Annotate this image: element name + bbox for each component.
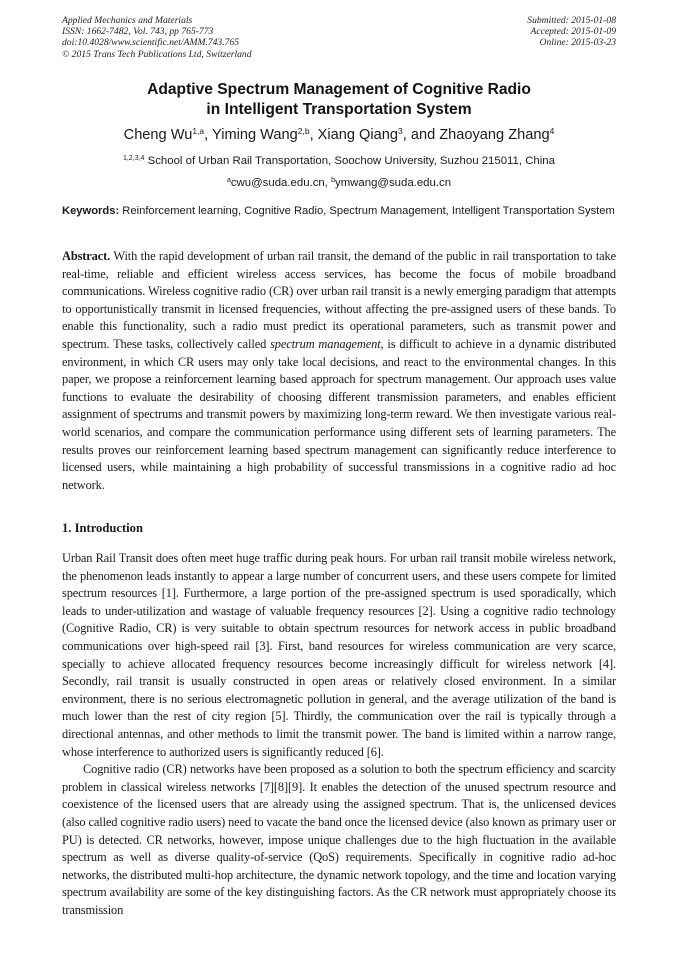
author-separator: , xyxy=(309,127,318,143)
affiliation xyxy=(0,154,678,168)
email-a-superscript: a xyxy=(226,177,231,184)
author-name: Xiang Qiang xyxy=(317,127,398,143)
journal-header xyxy=(62,15,252,60)
issn-line: ISSN: 1662-7482, Vol. 743, pp 765-773 xyxy=(62,26,214,38)
author-separator: , xyxy=(204,127,213,143)
author-superscript: 3 xyxy=(398,126,403,136)
online-date: Online: 2015-03-23 xyxy=(539,37,616,49)
title-line-2: in Intelligent Transportation System xyxy=(206,101,472,118)
author-name: Cheng Wu xyxy=(123,127,193,143)
affiliation-superscript: 1,2,3,4 xyxy=(123,155,145,162)
dates-header xyxy=(527,15,616,49)
intro-paragraph-2: Cognitive radio (CR) networks have been proposed as a solution to both the spectrum efficiency and scarcity problem in classical wireless networks [7][8][9]. It enables the detection of the unused spectrum resource and coexistence of the licensed users that are already using the assigned spectrum. That is, the unlicensed devices (also called cognitive radio users) need to vacate the band once the licensed device (also known as primary user or PU) is detected. CR networks, however, impose unique challenges due to the high fluctuation in the available spectrum as well as diverse quality-of-service (QoS) requirements. Specifically in cognitive radio ad-hoc networks, the distributed multi-hop architecture, the dynamic network topology, and the time and location varying spectrum availability are some of the key distinguishing factors. As the CR network must appropriately choose its transmission xyxy=(62,762,616,917)
email-b-superscript: b xyxy=(331,177,335,184)
paper-title xyxy=(0,80,678,120)
email-a[interactable]: cwu@suda.edu.cn xyxy=(230,177,325,189)
author-emails xyxy=(0,176,678,190)
author-superscript: 4 xyxy=(549,126,555,136)
submitted-date: Submitted: 2015-01-08 xyxy=(527,15,616,26)
abstract-label: Abstract. xyxy=(62,249,111,263)
section-heading-introduction: 1. Introduction xyxy=(62,521,143,535)
keywords-label: Keywords: xyxy=(62,205,120,217)
affiliation-text: School of Urban Rail Transportation, Soochow University, Suzhou 215011, China xyxy=(144,155,555,167)
author-name: Zhaoyang Zhang xyxy=(439,127,550,143)
copyright-line: © 2015 Trans Tech Publications Ltd, Switzerland xyxy=(62,48,252,60)
abstract-text-2: , is difficult to achieve in a dynamic distributed environment, in which CR users may only take local decisions, and react to the environmental changes. In this paper, we propose a reinforcement learning based approach for spectrum management. Our approach uses value functions to evaluate the desirability of choosing different transmission parameters, and enables efficient assignment of spectrums and transmit powers by maximizing long-term reward. We then investigate various real-world scenarios, and compare the communication performance using different sets of learning parameters. The results proves our reinforcement learning based spectrum management can significantly reduce interference to licensed users, while maintaining a high probability of successful transmissions in a cognitive radio ad hoc network. xyxy=(62,336,616,492)
author-superscript: 2,b xyxy=(297,126,310,136)
journal-name: Applied Mechanics and Materials xyxy=(62,15,193,26)
abstract xyxy=(62,248,616,494)
keywords-text: Reinforcement learning, Cognitive Radio, Spectrum Management, Intelligent Transportation System xyxy=(119,205,615,217)
author-separator: , and xyxy=(402,127,440,143)
accepted-date: Accepted: 2015-01-09 xyxy=(530,26,616,38)
abstract-text-1: With the rapid development of urban rail transit, the demand of the public in rail transportation to take real-time, reliable and efficient wireless access services, has become the focus of mobile broadband communications. Wireless cognitive radio (CR) over urban rail transit is a newly emerging paradigm that attempts to opportunistically transmit in licensed frequencies, without affecting the pre-assigned users of these bands. To enable this functionality, such a radio must predict its operational parameters, such as transmit power and spectrum. These tasks, collectively called xyxy=(62,249,616,351)
intro-paragraph-1: Urban Rail Transit does often meet huge traffic during peak hours. For urban rail transit mobile wireless network, the phenomenon leads instantly to appear a large number of concurrent users, and these users compete for limited spectrum resources [1]. Furthermore, a large portion of the pre-assigned spectrum is used sporadically, which leads to under-utilization and wastage of valuable frequency resources [2]. Using a cognitive radio technology (Cognitive Radio, CR) is very suitable to obtain spectrum resources for network access in public broadband communications over high-speed rail [3]. First, band resources for wireless communication are very scarce, specially to achieve allocated frequency resources become increasingly difficult for wireless network [4]. Secondly, rail transit is usually constructed in open areas or relatively closed environment. In a similar environment, there is no serious electromagnetic pollution in general, and the average utilization of the band is much lower than the rest of city region [5]. Thirdly, the communication over the rail is typically through a directional antennas, and other methods to limit the transmit power. The band is limited within a narrow range, whose interference to authorized users is significantly reduced [6]. xyxy=(62,551,616,759)
author-superscript: 1,a xyxy=(192,126,205,136)
introduction-body xyxy=(62,550,616,919)
title-line-1: Adaptive Spectrum Management of Cognitive Radio xyxy=(147,81,531,98)
abstract-italic-term: spectrum management xyxy=(270,336,381,351)
email-separator: , xyxy=(324,177,332,189)
keywords xyxy=(62,204,616,219)
author-name: Yiming Wang xyxy=(212,127,298,143)
email-b[interactable]: ymwang@suda.edu.cn xyxy=(335,177,452,189)
author-list xyxy=(0,126,678,144)
doi-line: doi:10.4028/www.scientific.net/AMM.743.765 xyxy=(62,37,240,49)
